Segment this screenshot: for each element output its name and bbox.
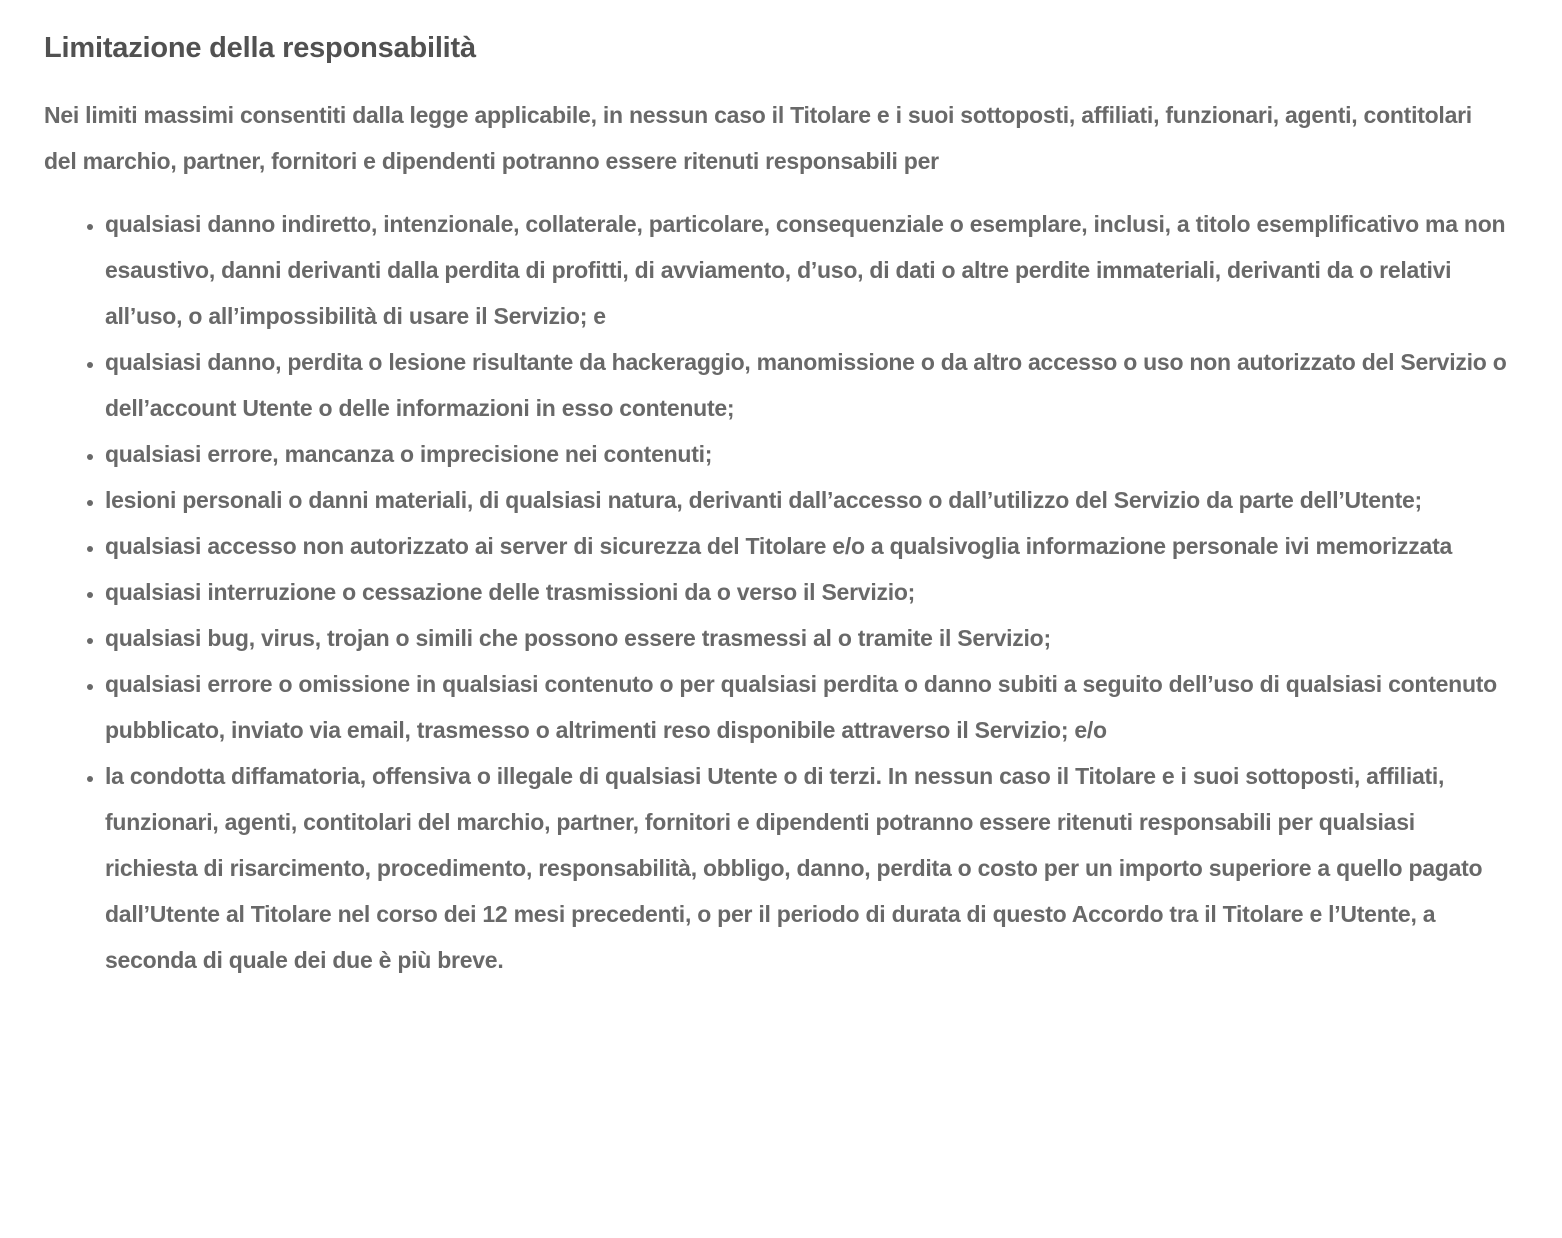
list-item: • qualsiasi bug, virus, trojan o simili che possono essere trasmessi al o tramite il Servizio; [105, 615, 1510, 661]
list-item: • la condotta diffamatoria, offensiva o illegale di qualsiasi Utente o di terzi. In nessun caso il Titolare e i suoi sottoposti, affiliati, funzionari, agenti, contitolari del marchio, partner, fornitori e dipendenti potranno essere ritenuti responsabili per qualsiasi richiesta di risarcimento, procedimento, responsabilità, obbligo, danno, perdita o costo per un importo superiore a quello pagato dall’Utente al Titolare nel corso dei 12 mesi precedenti, o per il periodo di durata di questo Accordo tra il Titolare e l’Utente, a seconda di quale dei due è più breve. [105, 753, 1510, 983]
list-item: • qualsiasi errore, mancanza o imprecisione nei contenuti; [105, 431, 1510, 477]
liability-list [44, 201, 1510, 983]
list-item: • qualsiasi errore o omissione in qualsiasi contenuto o per qualsiasi perdita o danno subiti a seguito dell’uso di qualsiasi contenuto pubblicato, inviato via email, trasmesso o altrimenti reso disponibile attraverso il Servizio; e/o [105, 661, 1510, 753]
list-item: • qualsiasi accesso non autorizzato ai server di sicurezza del Titolare e/o a qualsivoglia informazione personale ivi memorizzata [105, 523, 1510, 569]
list-item: • qualsiasi interruzione o cessazione delle trasmissioni da o verso il Servizio; [105, 569, 1510, 615]
section-heading: Limitazione della responsabilità [44, 32, 476, 64]
list-item: • qualsiasi danno indiretto, intenzionale, collaterale, particolare, consequenziale o esemplare, inclusi, a titolo esemplificativo ma non esaustivo, danni derivanti dalla perdita di profitti, di avviamento, d’uso, di dati o altre perdite immateriali, derivanti da o relativi all’uso, o all’impossibilità di usare il Servizio; e [105, 201, 1510, 339]
list-item: • qualsiasi danno, perdita o lesione risultante da hackeraggio, manomissione o da altro accesso o uso non autorizzato del Servizio o dell’account Utente o delle informazioni in esso contenute; [105, 339, 1510, 431]
intro-paragraph: Nei limiti massimi consentiti dalla legge applicabile, in nessun caso il Titolare e i suoi sottoposti, affiliati, funzionari, agenti, contitolari del marchio, partner, fornitori e dipendenti potranno essere ritenuti responsabili per [44, 102, 1472, 174]
list-item: • lesioni personali o danni materiali, di qualsiasi natura, derivanti dall’accesso o dall’utilizzo del Servizio da parte dell’Utente; [105, 477, 1510, 523]
